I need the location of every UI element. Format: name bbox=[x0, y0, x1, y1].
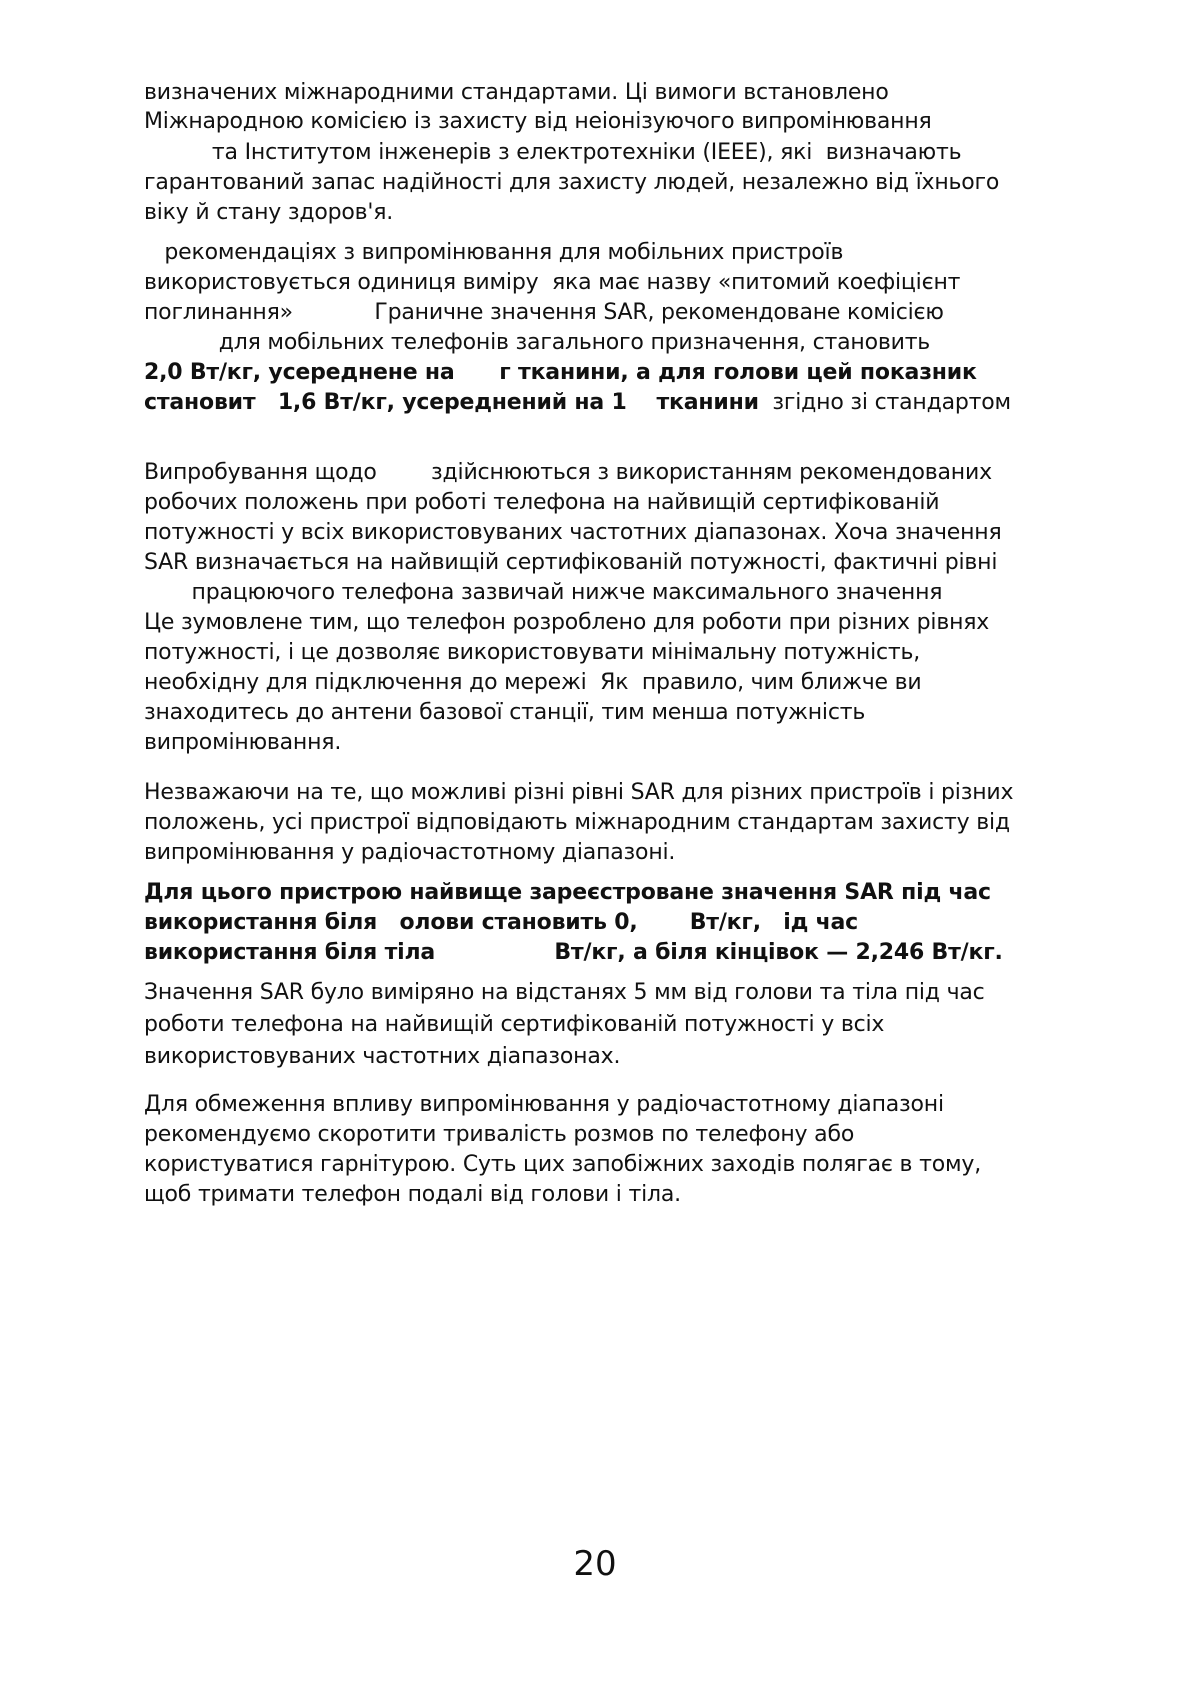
paragraph-4-line-4: SAR визначається на найвищій сертифікованій потужності, фактичні рівні bbox=[144, 550, 998, 575]
paragraph-8-line-1: Для обмеження впливу випромінювання у радіочастотному діапазоні bbox=[144, 1092, 944, 1117]
sar-limit-line-2 bbox=[144, 388, 1011, 418]
paragraph-1-line-3: та Інститутом інженерів з електротехніки (IEEE), які визначають bbox=[144, 140, 962, 165]
device-sar-line-3: використання біля тіла Вт/кг, а біля кінцівок — 2,246 Вт/кг. bbox=[144, 940, 1003, 965]
paragraph-7-line-3: використовуваних частотних діапазонах. bbox=[144, 1044, 621, 1069]
device-sar-line-1: Для цього пристрою найвище зареєстроване значення SAR під час bbox=[144, 880, 991, 905]
paragraph-4-line-2: робочих положень при роботі телефона на найвищій сертифікованій bbox=[144, 490, 940, 515]
paragraph-4-line-7: потужності, і це дозволяє використовувати мінімальну потужність, bbox=[144, 640, 921, 665]
paragraph-1-line-4: гарантований запас надійності для захисту людей, незалежно від їхнього bbox=[144, 170, 1000, 195]
paragraph-8-line-2: рекомендуємо скоротити тривалість розмов по телефону або bbox=[144, 1122, 855, 1147]
sar-limit-line-2-bold: становит 1,6 Вт/кг, усереднений на 1 тканини bbox=[144, 390, 759, 415]
paragraph-1-line-1: визначених міжнародними стандартами. Ці вимоги встановлено bbox=[144, 80, 889, 105]
device-sar-line-2: використання біля олови становить 0, Вт/кг, ід час bbox=[144, 910, 858, 935]
sar-limit-line-1: 2,0 Вт/кг, усереднене на г тканини, а для голови цей показник bbox=[144, 360, 977, 385]
paragraph-2-line-1: рекомендаціях з випромінювання для мобільних пристроїв bbox=[144, 240, 844, 265]
paragraph-4-line-8: необхідну для підключення до мережі Як правило, чим ближче ви bbox=[144, 670, 922, 695]
paragraph-4-line-9: знаходитесь до антени базової станції, тим менша потужність bbox=[144, 700, 866, 725]
paragraph-7-line-2: роботи телефона на найвищій сертифікованій потужності у всіх bbox=[144, 1012, 885, 1037]
paragraph-7-line-1: Значення SAR було виміряно на відстанях 5 мм від голови та тіла під час bbox=[144, 980, 985, 1005]
paragraph-4-line-6: Це зумовлене тим, що телефон розроблено для роботи при різних рівнях bbox=[144, 610, 990, 635]
paragraph-4-line-5: працюючого телефона зазвичай нижче максимального значення bbox=[144, 580, 943, 605]
sar-limit-line-2-tail: згідно зі стандартом bbox=[758, 390, 1011, 415]
paragraph-8-line-3: користуватися гарнітурою. Суть цих запобіжних заходів полягає в тому, bbox=[144, 1152, 981, 1177]
paragraph-4-line-10: випромінювання. bbox=[144, 730, 342, 755]
paragraph-2-line-2: використовується одиниця виміру яка має назву «питомий коефіцієнт bbox=[144, 270, 961, 295]
paragraph-2-line-3: поглинання» Граничне значення SAR, рекомендоване комісією bbox=[144, 300, 944, 325]
paragraph-4-line-3: потужності у всіх використовуваних частотних діапазонах. Хоча значення bbox=[144, 520, 1002, 545]
paragraph-1-line-2: Міжнародною комісією із захисту від неіонізуючого випромінювання bbox=[144, 109, 932, 134]
paragraph-8-line-4: щоб тримати телефон подалі від голови і тіла. bbox=[144, 1182, 681, 1207]
paragraph-5-line-1: Незважаючи на те, що можливі різні рівні SAR для різних пристроїв і різних bbox=[144, 780, 1014, 805]
paragraph-4-line-1: Випробування щодо здійснюються з використанням рекомендованих bbox=[144, 460, 992, 485]
paragraph-1-line-5: віку й стану здоров'я. bbox=[144, 200, 394, 225]
paragraph-5-line-2: положень, усі пристрої відповідають міжнародним стандартам захисту від bbox=[144, 810, 1010, 835]
page-number: 20 bbox=[573, 1544, 617, 1584]
paragraph-5-line-3: випромінювання у радіочастотному діапазоні. bbox=[144, 840, 676, 865]
paragraph-2-line-4: для мобільних телефонів загального призначення, становить bbox=[144, 330, 931, 355]
